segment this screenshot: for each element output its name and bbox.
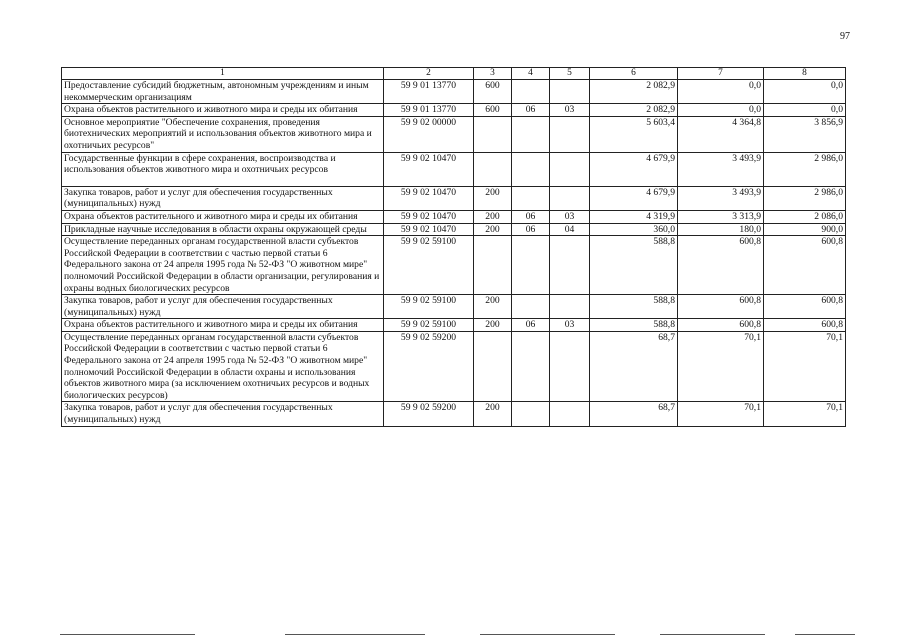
row-name: Основное мероприятие "Обеспечение сохранения, проведения биотехнических мероприятий и использования объектов животного мира и охотничьих ресурсов": [62, 116, 384, 152]
row-code: 59 9 02 59200: [384, 402, 474, 426]
row-col5: 03: [550, 210, 590, 223]
row-col5: [550, 116, 590, 152]
row-value-7: 3 493,9: [678, 152, 764, 186]
table-body: [62, 80, 846, 427]
row-value-7: 0,0: [678, 104, 764, 117]
column-header: 8: [764, 68, 846, 80]
row-col5: 03: [550, 104, 590, 117]
row-col5: 03: [550, 319, 590, 332]
page-number: 97: [840, 31, 850, 42]
row-col4: [512, 236, 550, 295]
row-col4: 06: [512, 210, 550, 223]
row-code: 59 9 01 13770: [384, 80, 474, 104]
table-row: [62, 402, 846, 426]
row-col5: [550, 402, 590, 426]
row-value-6: 4 679,9: [590, 152, 678, 186]
column-header: 1: [62, 68, 384, 80]
row-value-7: 4 364,8: [678, 116, 764, 152]
row-col3: 200: [474, 186, 512, 210]
row-value-7: 180,0: [678, 223, 764, 236]
row-code: 59 9 02 59100: [384, 295, 474, 319]
row-name: Государственные функции в сфере сохранения, воспроизводства и использования объектов животного мира и охотничьих ресурсов: [62, 152, 384, 186]
row-col4: [512, 402, 550, 426]
row-col5: [550, 236, 590, 295]
row-col4: 06: [512, 319, 550, 332]
row-name: Осуществление переданных органам государственной власти субъектов Российской Федерации в соответствии с частью первой статьи 6 Федерального закона от 24 апреля 1995 года № 52-ФЗ "О животном мире" полномочий Российской Федерации в области охраны и использования объектов животного мира (за исключением охотничьих ресурсов и водных биологических ресурсов): [62, 331, 384, 402]
table-row: [62, 152, 846, 186]
column-header: 5: [550, 68, 590, 80]
table-row: [62, 186, 846, 210]
table-row: [62, 236, 846, 295]
row-col4: 06: [512, 223, 550, 236]
bottom-rule: [285, 634, 425, 635]
row-col4: [512, 295, 550, 319]
row-name: Закупка товаров, работ и услуг для обеспечения государственных (муниципальных) нужд: [62, 402, 384, 426]
bottom-rule: [660, 634, 765, 635]
row-value-6: 68,7: [590, 402, 678, 426]
row-col3: 200: [474, 223, 512, 236]
row-value-7: 600,8: [678, 295, 764, 319]
row-col3: 600: [474, 80, 512, 104]
row-code: 59 9 01 13770: [384, 104, 474, 117]
bottom-rule: [795, 634, 855, 635]
table-header-row: [62, 68, 846, 80]
table-row: [62, 295, 846, 319]
row-code: 59 9 02 59200: [384, 331, 474, 402]
column-header: 6: [590, 68, 678, 80]
row-value-7: 3 493,9: [678, 186, 764, 210]
row-col4: [512, 116, 550, 152]
row-value-8: 0,0: [764, 80, 846, 104]
row-col4: [512, 80, 550, 104]
row-col3: [474, 236, 512, 295]
row-col3: 600: [474, 104, 512, 117]
row-value-7: 70,1: [678, 331, 764, 402]
table-row: [62, 223, 846, 236]
row-col5: 04: [550, 223, 590, 236]
row-value-7: 3 313,9: [678, 210, 764, 223]
column-header: 2: [384, 68, 474, 80]
row-value-7: 70,1: [678, 402, 764, 426]
row-value-8: 600,8: [764, 295, 846, 319]
row-col3: [474, 152, 512, 186]
row-col5: [550, 80, 590, 104]
row-value-8: 900,0: [764, 223, 846, 236]
row-value-6: 4 679,9: [590, 186, 678, 210]
row-value-6: 588,8: [590, 236, 678, 295]
row-code: 59 9 02 10470: [384, 210, 474, 223]
row-value-6: 5 603,4: [590, 116, 678, 152]
bottom-rule: [480, 634, 615, 635]
row-name: Охрана объектов растительного и животного мира и среды их обитания: [62, 319, 384, 332]
row-col5: [550, 295, 590, 319]
row-col4: [512, 152, 550, 186]
row-name: Прикладные научные исследования в области охраны окружающей среды: [62, 223, 384, 236]
row-value-6: 2 082,9: [590, 104, 678, 117]
column-header: 7: [678, 68, 764, 80]
row-col4: 06: [512, 104, 550, 117]
row-value-6: 2 082,9: [590, 80, 678, 104]
table-row: [62, 331, 846, 402]
row-value-6: 360,0: [590, 223, 678, 236]
column-header: 4: [512, 68, 550, 80]
row-col3: 200: [474, 319, 512, 332]
bottom-rule: [60, 634, 195, 635]
row-code: 59 9 02 59100: [384, 319, 474, 332]
row-col4: [512, 186, 550, 210]
table-row: [62, 210, 846, 223]
row-code: 59 9 02 10470: [384, 152, 474, 186]
row-value-7: 600,8: [678, 236, 764, 295]
row-value-8: 2 986,0: [764, 186, 846, 210]
row-value-8: 2 986,0: [764, 152, 846, 186]
row-name: Охрана объектов растительного и животного мира и среды их обитания: [62, 210, 384, 223]
row-value-8: 3 856,9: [764, 116, 846, 152]
row-code: 59 9 02 10470: [384, 223, 474, 236]
budget-table: [61, 67, 846, 427]
column-header: 3: [474, 68, 512, 80]
row-code: 59 9 02 59100: [384, 236, 474, 295]
table-row: [62, 116, 846, 152]
row-col5: [550, 186, 590, 210]
row-col3: [474, 116, 512, 152]
row-value-8: 70,1: [764, 331, 846, 402]
row-col3: 200: [474, 295, 512, 319]
table-row: [62, 104, 846, 117]
row-col3: 200: [474, 210, 512, 223]
row-col4: [512, 331, 550, 402]
row-value-8: 0,0: [764, 104, 846, 117]
row-name: Закупка товаров, работ и услуг для обеспечения государственных (муниципальных) нужд: [62, 295, 384, 319]
row-code: 59 9 02 00000: [384, 116, 474, 152]
row-value-6: 68,7: [590, 331, 678, 402]
row-col3: 200: [474, 402, 512, 426]
row-value-7: 600,8: [678, 319, 764, 332]
row-name: Закупка товаров, работ и услуг для обеспечения государственных (муниципальных) нужд: [62, 186, 384, 210]
table-row: [62, 319, 846, 332]
row-name: Охрана объектов растительного и животного мира и среды их обитания: [62, 104, 384, 117]
row-col5: [550, 152, 590, 186]
row-value-6: 588,8: [590, 319, 678, 332]
row-code: 59 9 02 10470: [384, 186, 474, 210]
row-col5: [550, 331, 590, 402]
row-value-8: 600,8: [764, 236, 846, 295]
row-value-6: 588,8: [590, 295, 678, 319]
row-value-7: 0,0: [678, 80, 764, 104]
table-row: [62, 80, 846, 104]
row-value-6: 4 319,9: [590, 210, 678, 223]
row-name: Осуществление переданных органам государственной власти субъектов Российской Федерации в соответствии с частью первой статьи 6 Федерального закона от 24 апреля 1995 года № 52-ФЗ "О животном мире" полномочий Российской Федерации в области организации, регулирования и охраны водных биологических ресурсов: [62, 236, 384, 295]
row-value-8: 70,1: [764, 402, 846, 426]
row-name: Предоставление субсидий бюджетным, автономным учреждениям и иным некоммерческим организациям: [62, 80, 384, 104]
row-value-8: 2 086,0: [764, 210, 846, 223]
row-col3: [474, 331, 512, 402]
row-value-8: 600,8: [764, 319, 846, 332]
